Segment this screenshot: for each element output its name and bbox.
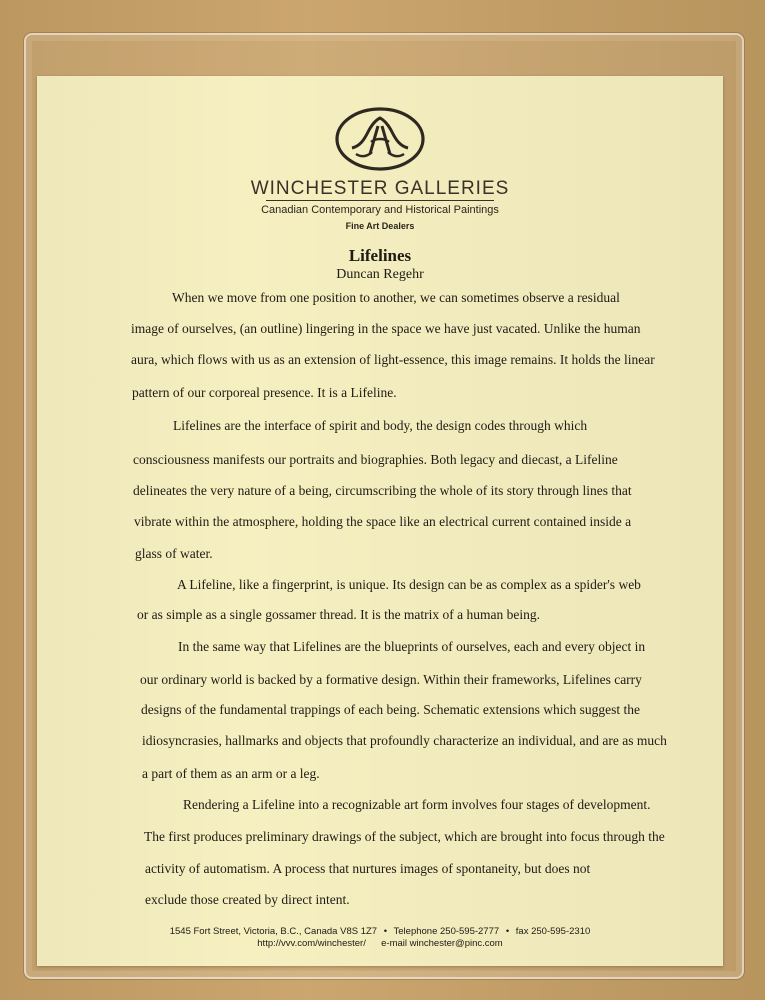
text-line: vibrate within the atmosphere, holding the space like an electrical current contained inside a xyxy=(134,514,632,529)
text-line: Lifelines are the interface of spirit and body, the design codes through which xyxy=(173,418,588,433)
footer-separator: • xyxy=(505,926,510,937)
text-line: The first produces preliminary drawings of the subject, which are brought into focus through the xyxy=(144,829,665,844)
footer-web-line xyxy=(37,938,723,949)
text-line: glass of water. xyxy=(135,546,213,561)
gallery-logo-icon xyxy=(334,106,426,172)
text-line: pattern of our corporeal presence. It is a Lifeline. xyxy=(132,385,397,400)
document-sheet xyxy=(37,76,723,966)
gallery-tagline: Canadian Contemporary and Historical Paintings xyxy=(261,204,499,216)
text-line: designs of the fundamental trappings of each being. Schematic extensions which suggest the xyxy=(141,702,640,717)
gallery-name: WINCHESTER GALLERIES xyxy=(250,178,510,199)
footer-separator: • xyxy=(383,926,388,937)
document-author: Duncan Regehr xyxy=(336,267,424,282)
text-line: Rendering a Lifeline into a recognizable art form involves four stages of development. xyxy=(183,797,651,812)
text-line: our ordinary world is backed by a formative design. Within their frameworks, Lifelines carry xyxy=(140,672,642,687)
footer-address: 1545 Fort Street, Victoria, B.C., Canada V8S 1Z7 xyxy=(169,926,378,937)
document-title: Lifelines xyxy=(348,246,412,265)
footer-fax: fax 250-595-2310 xyxy=(515,926,591,937)
footer-telephone: Telephone 250-595-2777 xyxy=(393,926,500,937)
text-line: activity of automatism. A process that nurtures images of spontaneity, but does not xyxy=(145,861,591,876)
text-line: exclude those created by direct intent. xyxy=(145,892,350,907)
text-line: When we move from one position to another, we can sometimes observe a residual xyxy=(172,290,620,305)
letterhead-divider xyxy=(266,200,494,201)
footer-email: e-mail winchester@pinc.com xyxy=(381,938,503,949)
text-line: aura, which flows with us as an extension of light-essence, this image remains. It holds the linear xyxy=(131,352,655,367)
footer-website: http://vvv.com/winchester/ xyxy=(257,938,366,949)
text-line: a part of them as an arm or a leg. xyxy=(142,766,320,781)
text-line: delineates the very nature of a being, circumscribing the whole of its story through lines that xyxy=(133,483,632,498)
text-line: consciousness manifests our portraits and biographies. Both legacy and diecast, a Lifeline xyxy=(133,452,618,467)
text-line: In the same way that Lifelines are the blueprints of ourselves, each and every object in xyxy=(178,639,646,654)
text-line: A Lifeline, like a fingerprint, is unique. Its design can be as complex as a spider's web xyxy=(177,577,641,592)
gallery-subtitle: Fine Art Dealers xyxy=(345,221,415,231)
text-line: or as simple as a single gossamer thread. It is the matrix of a human being. xyxy=(137,607,541,622)
footer-contact-line xyxy=(37,926,723,937)
text-line: image of ourselves, (an outline) lingering in the space we have just vacated. Unlike the human xyxy=(131,321,641,336)
text-line: idiosyncrasies, hallmarks and objects that profoundly characterize an individual, and are as much xyxy=(142,733,667,748)
